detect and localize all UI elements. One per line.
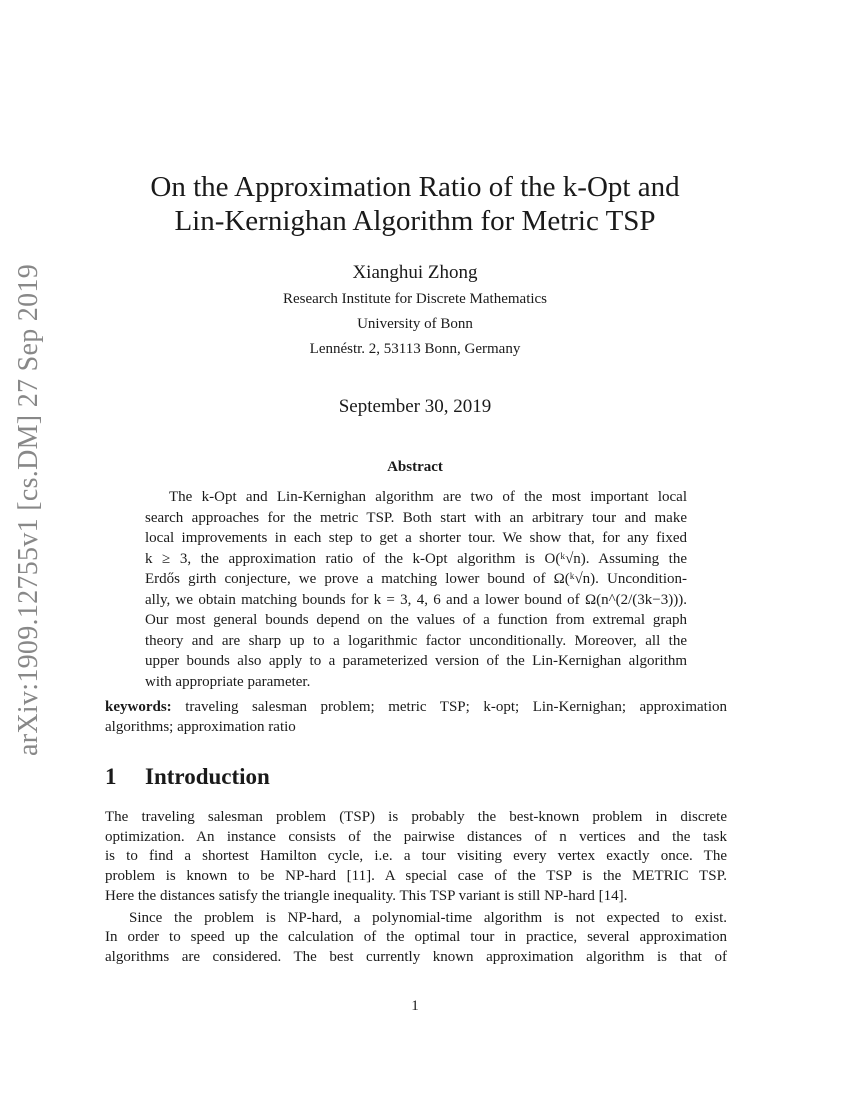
abstract-line: Erdős girth conjecture, we prove a matching lower bound of Ω(ᵏ√n). Uncondition- — [145, 571, 687, 587]
body-line: algorithms are considered. The best currently known approximation algorithm is that of — [105, 948, 727, 965]
abstract-line: ally, we obtain matching bounds for k = 3, 4, 6 and a lower bound of Ω(n^(2/(3k−3))). — [145, 591, 687, 608]
paper-date: September 30, 2019 — [338, 396, 492, 417]
abstract-line: with appropriate parameter. — [145, 673, 311, 690]
section-title: Introduction — [145, 764, 270, 789]
abstract-line: Our most general bounds depend on the values of a function from extremal graph — [145, 612, 687, 628]
body-line: problem is known to be NP-hard [11]. A special case of the TSP is the METRIC TSP. — [105, 868, 727, 885]
abstract-line: search approaches for the metric TSP. Both start with an arbitrary tour and make — [145, 509, 687, 526]
body-line: optimization. An instance consists of the pairwise distances of n vertices and the task — [105, 828, 727, 845]
keywords-block — [105, 697, 727, 737]
keywords-text-line-2: algorithms; approximation ratio — [105, 719, 296, 735]
section-number: 1 — [105, 764, 117, 789]
introduction-body — [105, 808, 727, 968]
body-line: In order to speed up the calculation of the optimal tour in practice, several approximation — [105, 929, 727, 946]
keywords-text-line-1: traveling salesman problem; metric TSP; k-opt; Lin-Kernighan; approximation — [171, 699, 727, 715]
body-line: Here the distances satisfy the triangle inequality. This TSP variant is still NP-hard [14]. — [105, 887, 628, 904]
abstract-line: theory and are sharp up to a logarithmic factor unconditionally. Moreover, all the — [145, 632, 687, 649]
abstract-heading: Abstract — [387, 459, 443, 475]
body-line: The traveling salesman problem (TSP) is probably the best-known problem in discrete — [105, 809, 727, 825]
body-line: Since the problem is NP-hard, a polynomial-time algorithm is not expected to exist. — [129, 909, 727, 926]
affiliation-university: University of Bonn — [357, 316, 473, 332]
body-line: is to find a shortest Hamilton cycle, i.e. a tour visiting every vertex exactly once. The — [105, 848, 727, 865]
keywords-label: keywords: — [105, 699, 172, 715]
title-line-2: Lin-Kernighan Algorithm for Metric TSP — [174, 205, 656, 237]
abstract-line: k ≥ 3, the approximation ratio of the k-Opt algorithm is O(ᵏ√n). Assuming the — [145, 550, 687, 567]
page-number: 1 — [411, 998, 419, 1014]
abstract-body — [145, 487, 687, 692]
author-name: Xianghui Zhong — [352, 262, 478, 283]
paper-title — [0, 170, 830, 238]
section-heading — [105, 764, 270, 790]
arxiv-identifier: arXiv:1909.12755v1 [cs.DM] 27 Sep 2019 — [13, 263, 44, 757]
abstract-line: upper bounds also apply to a parameterized version of the Lin-Kernighan algorithm — [145, 653, 687, 669]
abstract-line: The k-Opt and Lin-Kernighan algorithm are two of the most important local — [169, 489, 687, 505]
affiliation-address: Lennéstr. 2, 53113 Bonn, Germany — [309, 341, 521, 357]
arxiv-side-stamp — [8, 260, 50, 760]
title-line-1: On the Approximation Ratio of the k-Opt and — [150, 171, 680, 203]
abstract-line: local improvements in each step to get a shorter tour. We show that, for any fixed — [145, 530, 687, 546]
affiliation-institute: Research Institute for Discrete Mathematics — [282, 291, 548, 307]
